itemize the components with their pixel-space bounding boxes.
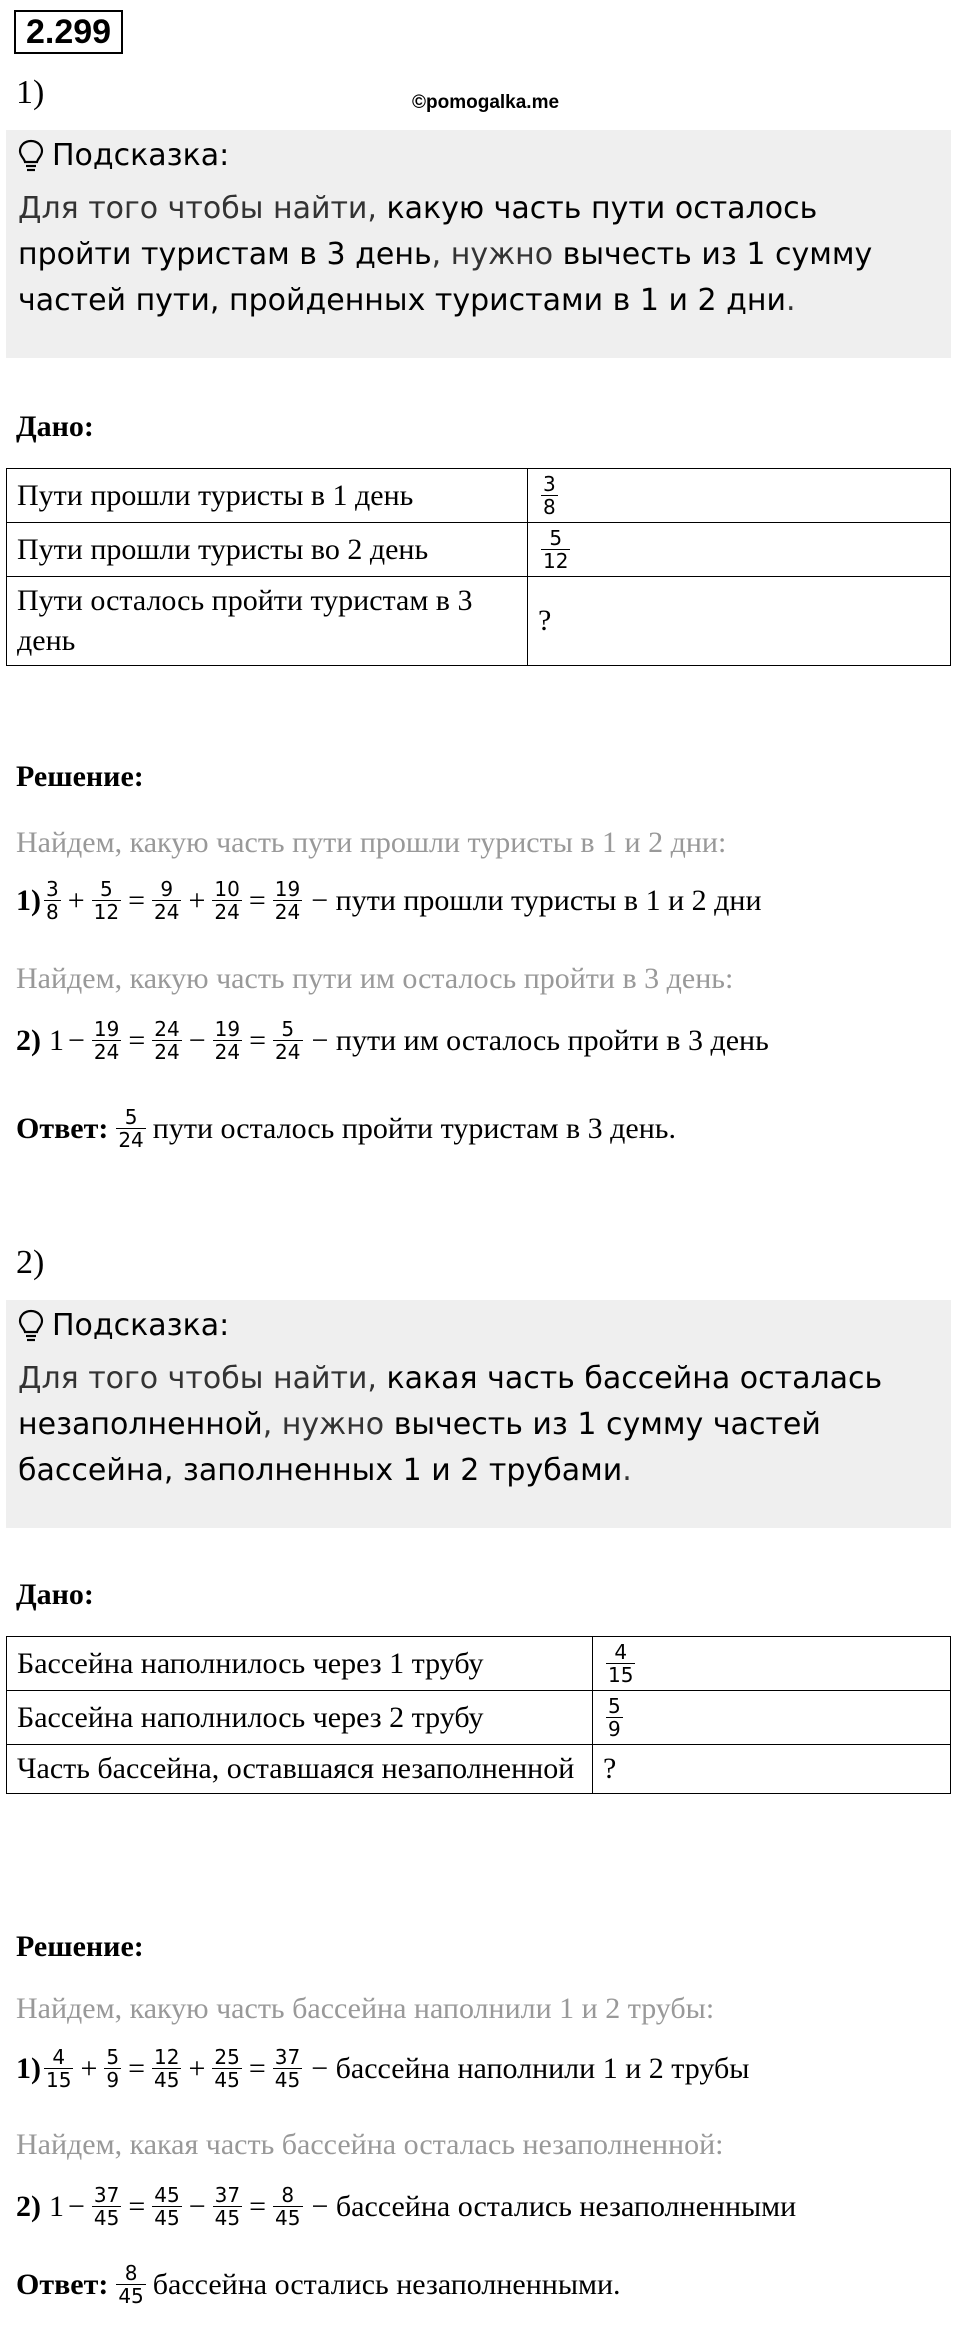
- given-value: $\frac{5}{9}$: [593, 1691, 951, 1745]
- given-value: $\frac{5}{12}$: [528, 523, 951, 577]
- hint-text-2: Для того чтобы найти, какая часть бассейна осталась незаполненной, нужно вычесть из 1 сумму частей бассейна, заполненных 1 и 2 трубами.: [18, 1361, 883, 1488]
- part-1-label: 1): [16, 74, 45, 111]
- answer-1: Ответ: $\frac{5}{24}$ пути осталось пройти туристам в 3 день.: [16, 1105, 676, 1152]
- step-2-text-2: Найдем, какая часть бассейна осталась незаполненной:: [16, 2128, 724, 2161]
- hint-text-1: Для того чтобы найти, какую часть пути осталось пройти туристам в 3 день, нужно вычесть из 1 сумму частей пути, пройденных туристами в 1 и 2 дни.: [18, 191, 873, 318]
- table-row: [7, 1637, 951, 1691]
- given-value: ?: [528, 577, 951, 666]
- given-label-1: Дано:: [16, 410, 94, 443]
- answer-2: Ответ: $\frac{8}{45}$ бассейна остались незаполненными.: [16, 2261, 621, 2308]
- given-label: Пути прошли туристы во 2 день: [7, 523, 528, 577]
- given-label: Бассейна наполнилось через 2 трубу: [7, 1691, 593, 1745]
- hint-box-2: [6, 1300, 951, 1528]
- solution-label-1: Решение:: [16, 760, 144, 793]
- given-label: Часть бассейна, оставшаяся незаполненной: [7, 1745, 593, 1794]
- step-1-text-2: Найдем, какую часть бассейна наполнили 1 и 2 трубы:: [16, 1992, 715, 2025]
- given-label-2: Дано:: [16, 1578, 94, 1611]
- given-value: $\frac{3}{8}$: [528, 469, 951, 523]
- step-1-text-1: Найдем, какую часть пути прошли туристы в 1 и 2 дни:: [16, 826, 727, 859]
- given-label: Пути осталось пройти туристам в 3 день: [7, 577, 528, 666]
- solution-label-2: Решение:: [16, 1930, 144, 1963]
- lightbulb-icon: [18, 139, 44, 173]
- table-row: [7, 1745, 951, 1794]
- step-2-equation-2: 2) 1 − $\frac{37}{45}$ = $\frac{45}{45}$ − $\frac{37}{45}$ = $\frac{8}{45}$ − бассейна остались незаполненными: [16, 2183, 797, 2230]
- hint-box-1: [6, 130, 951, 358]
- step-1-equation-1: 1) $\frac{3}{8}$ + $\frac{5}{12}$ = $\frac{9}{24}$ + $\frac{10}{24}$ = $\frac{19}{24}$ − пути прошли туристы в 1 и 2 дни: [16, 877, 762, 924]
- hint-title: [18, 1308, 229, 1343]
- hint-title-text: Подсказка:: [52, 138, 230, 173]
- problem-number: 2.299: [14, 10, 123, 54]
- given-table-2: [6, 1636, 951, 1794]
- watermark: ©pomogalka.me: [412, 92, 560, 113]
- given-value: ?: [593, 1745, 951, 1794]
- lightbulb-icon: [18, 1309, 44, 1343]
- part-2-label: 2): [16, 1244, 45, 1281]
- table-row: [7, 1691, 951, 1745]
- table-row: [7, 577, 951, 666]
- hint-title: [18, 138, 229, 173]
- table-row: [7, 523, 951, 577]
- given-value: $\frac{4}{15}$: [593, 1637, 951, 1691]
- step-1-equation-2: 1) $\frac{4}{15}$ + $\frac{5}{9}$ = $\frac{12}{45}$ + $\frac{25}{45}$ = $\frac{37}{45}$ − бассейна наполнили 1 и 2 трубы: [16, 2045, 750, 2092]
- step-2-equation-1: 2) 1 − $\frac{19}{24}$ = $\frac{24}{24}$ − $\frac{19}{24}$ = $\frac{5}{24}$ − пути им осталось пройти в 3 день: [16, 1017, 769, 1064]
- given-label: Пути прошли туристы в 1 день: [7, 469, 528, 523]
- table-row: [7, 469, 951, 523]
- given-table-1: [6, 468, 951, 666]
- hint-title-text: Подсказка:: [52, 1308, 230, 1343]
- step-2-text-1: Найдем, какую часть пути им осталось пройти в 3 день:: [16, 962, 734, 995]
- given-label: Бассейна наполнилось через 1 трубу: [7, 1637, 593, 1691]
